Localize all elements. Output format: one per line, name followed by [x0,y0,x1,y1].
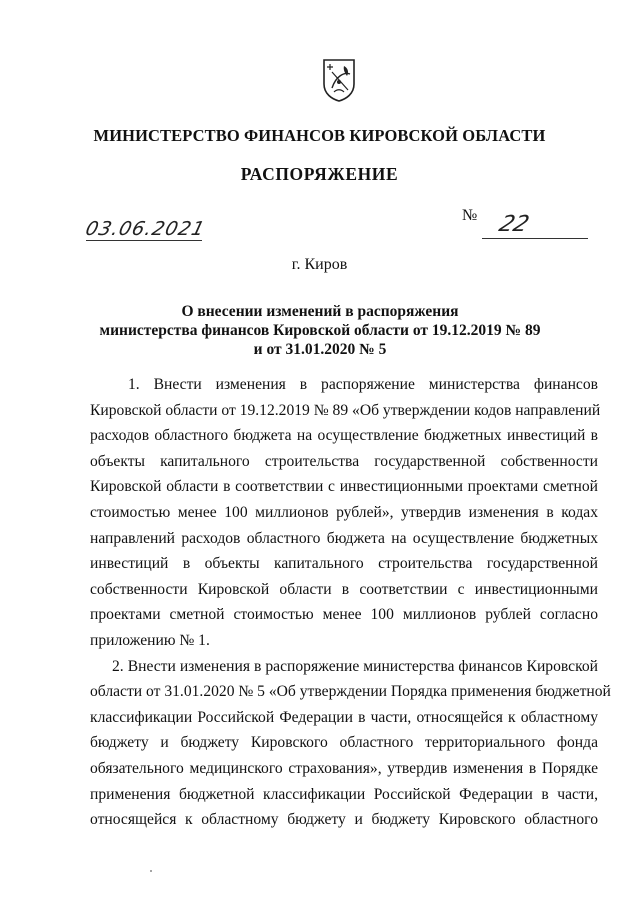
body-line: объекты капитального строительства государственной собственности [90,452,598,470]
number-label: № [462,207,478,224]
body-line: проектами сметной стоимостью менее 100 миллионов рублей согласно [90,606,598,624]
number-underline [482,238,588,239]
body-line: классификации Российской Федерации в части, относящейся к областному [90,708,598,726]
subject-line: министерства финансов Кировской области от 19.12.2019 № 89 [99,322,541,339]
body-line: направлений расходов областного бюджета на осуществление бюджетных [90,529,598,547]
body-line: Кировской области от 19.12.2019 № 89 «Об утверждении кодов направлений [90,401,601,419]
coat-of-arms-icon [322,58,356,102]
body-line: 2. Внести изменения в распоряжение министерства финансов Кировской [112,657,598,675]
body-line: стоимостью менее 100 миллионов рублей», утвердив изменения в кодах [90,503,598,521]
date-underline [86,240,202,241]
body-line: применения бюджетной классификации Российской Федерации в части, [90,785,598,803]
subject-line: и от 31.01.2020 № 5 [253,341,387,358]
body-line: 1. Внести изменения в распоряжение министерства финансов [128,376,598,393]
body-line: обязательного медицинского страхования», утвердив изменения в Порядке [90,759,598,777]
ministry-title: МИНИСТЕРСТВО ФИНАНСОВ КИРОВСКОЙ ОБЛАСТИ [93,126,546,145]
body-line: бюджету и бюджету Кировского областного территориального фонда [90,734,598,752]
document-date: 03.06.2021 [83,218,208,240]
body-line: собственности Кировской области в соответствии с инвестиционными [90,580,598,598]
scan-speck [150,870,152,872]
body-line: приложению № 1. [90,631,210,649]
document-subject [90,302,550,359]
city: г. Киров [291,256,348,273]
body-line: расходов областного бюджета на осуществление бюджетных инвестиций в [90,427,598,445]
body-line: инвестиций в объекты капитального строительства государственной [90,555,598,573]
document-body [90,372,611,833]
body-line: Кировской области в соответствии с инвестиционными проектами сметной [90,478,598,496]
body-line: относящейся к областному бюджету и бюджету Кировского областного [90,811,598,829]
subject-line: О внесении изменений в распоряжения [181,303,459,320]
body-line: области от 31.01.2020 № 5 «Об утверждении Порядка применения бюджетной [90,683,611,701]
document-number: 22 [495,212,533,237]
document-type: РАСПОРЯЖЕНИЕ [240,164,399,184]
